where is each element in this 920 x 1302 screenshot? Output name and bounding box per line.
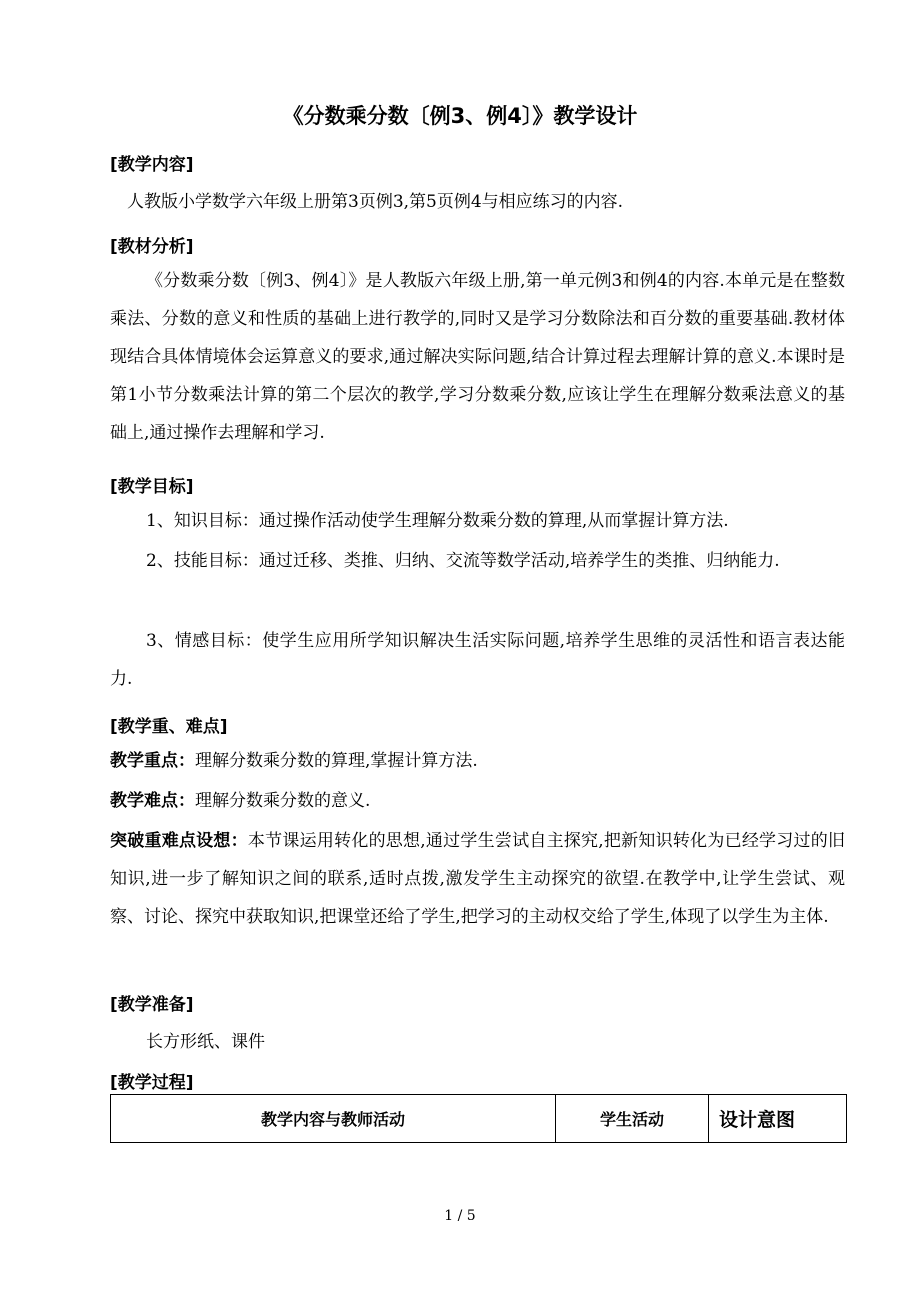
difficulty-label: 教学难点： bbox=[110, 791, 195, 811]
section-heading-preparation: [教学准备] bbox=[110, 995, 194, 1015]
section-heading-content: [教学内容] bbox=[110, 155, 194, 175]
goal-item-3: 3、情感目标：使学生应用所学知识解决生活实际问题,培养学生思维的灵活性和语言表达能力. bbox=[110, 631, 845, 689]
breakthrough-text: 本节课运用转化的思想,通过学生尝试自主探究,把新知识转化为已经学习过的旧知识,进一步了解知识之间的联系,适时点拨,激发学生主动探究的欲望.在教学中,让学生尝试、观察、讨论、探究中获取知识,把课堂还给了学生,把学习的主动权交给了学生,体现了以学生为主体. bbox=[110, 831, 846, 927]
process-column-teacher: 教学内容与教师活动 bbox=[111, 1095, 556, 1143]
goal-item-1: 1、知识目标：通过操作活动使学生理解分数乘分数的算理,从而掌握计算方法. bbox=[146, 511, 729, 531]
section-heading-goals: [教学目标] bbox=[110, 477, 194, 497]
focus-text: 理解分数乘分数的算理,掌握计算方法. bbox=[195, 751, 478, 771]
goal-item-2: 2、技能目标：通过迁移、类推、归纳、交流等数学活动,培养学生的类推、归纳能力. bbox=[146, 551, 780, 571]
section-heading-process: [教学过程] bbox=[110, 1073, 194, 1093]
process-table-header-row bbox=[111, 1095, 847, 1143]
focus-label: 教学重点： bbox=[110, 751, 195, 771]
process-table bbox=[110, 1094, 847, 1143]
difficulty-text: 理解分数乘分数的意义. bbox=[195, 791, 371, 811]
content-text: 人教版小学数学六年级上册第3页例3,第5页例4与相应练习的内容. bbox=[127, 192, 624, 212]
page-number: 1 / 5 bbox=[444, 1208, 476, 1224]
breakthrough-label: 突破重难点设想： bbox=[110, 831, 248, 851]
focus-line bbox=[110, 742, 845, 780]
difficulty-line bbox=[110, 782, 845, 820]
breakthrough-paragraph bbox=[110, 822, 845, 936]
process-column-student: 学生活动 bbox=[556, 1095, 709, 1143]
analysis-paragraph: 《分数乘分数〔例3、例4〕》是人教版六年级上册,第一单元例3和例4的内容.本单元是在整数乘法、分数的意义和性质的基础上进行教学的,同时又是学习分数除法和百分数的重要基础.教材体现结合具体情境体会运算意义的要求,通过解决实际问题,结合计算过程去理解计算的意义.本课时是第1小节分数乘法计算的第二个层次的教学,学习分数乘分数,应该让学生在理解分数乘法意义的基础上,通过操作去理解和学习. bbox=[110, 271, 845, 443]
section-heading-key-points: [教学重、难点] bbox=[110, 717, 228, 737]
section-heading-analysis: [教材分析] bbox=[110, 237, 194, 257]
preparation-text: 长方形纸、课件 bbox=[146, 1032, 265, 1052]
document-title: 《分数乘分数〔例3、例4〕》教学设计 bbox=[282, 104, 638, 128]
process-column-intent: 设计意图 bbox=[709, 1095, 847, 1143]
